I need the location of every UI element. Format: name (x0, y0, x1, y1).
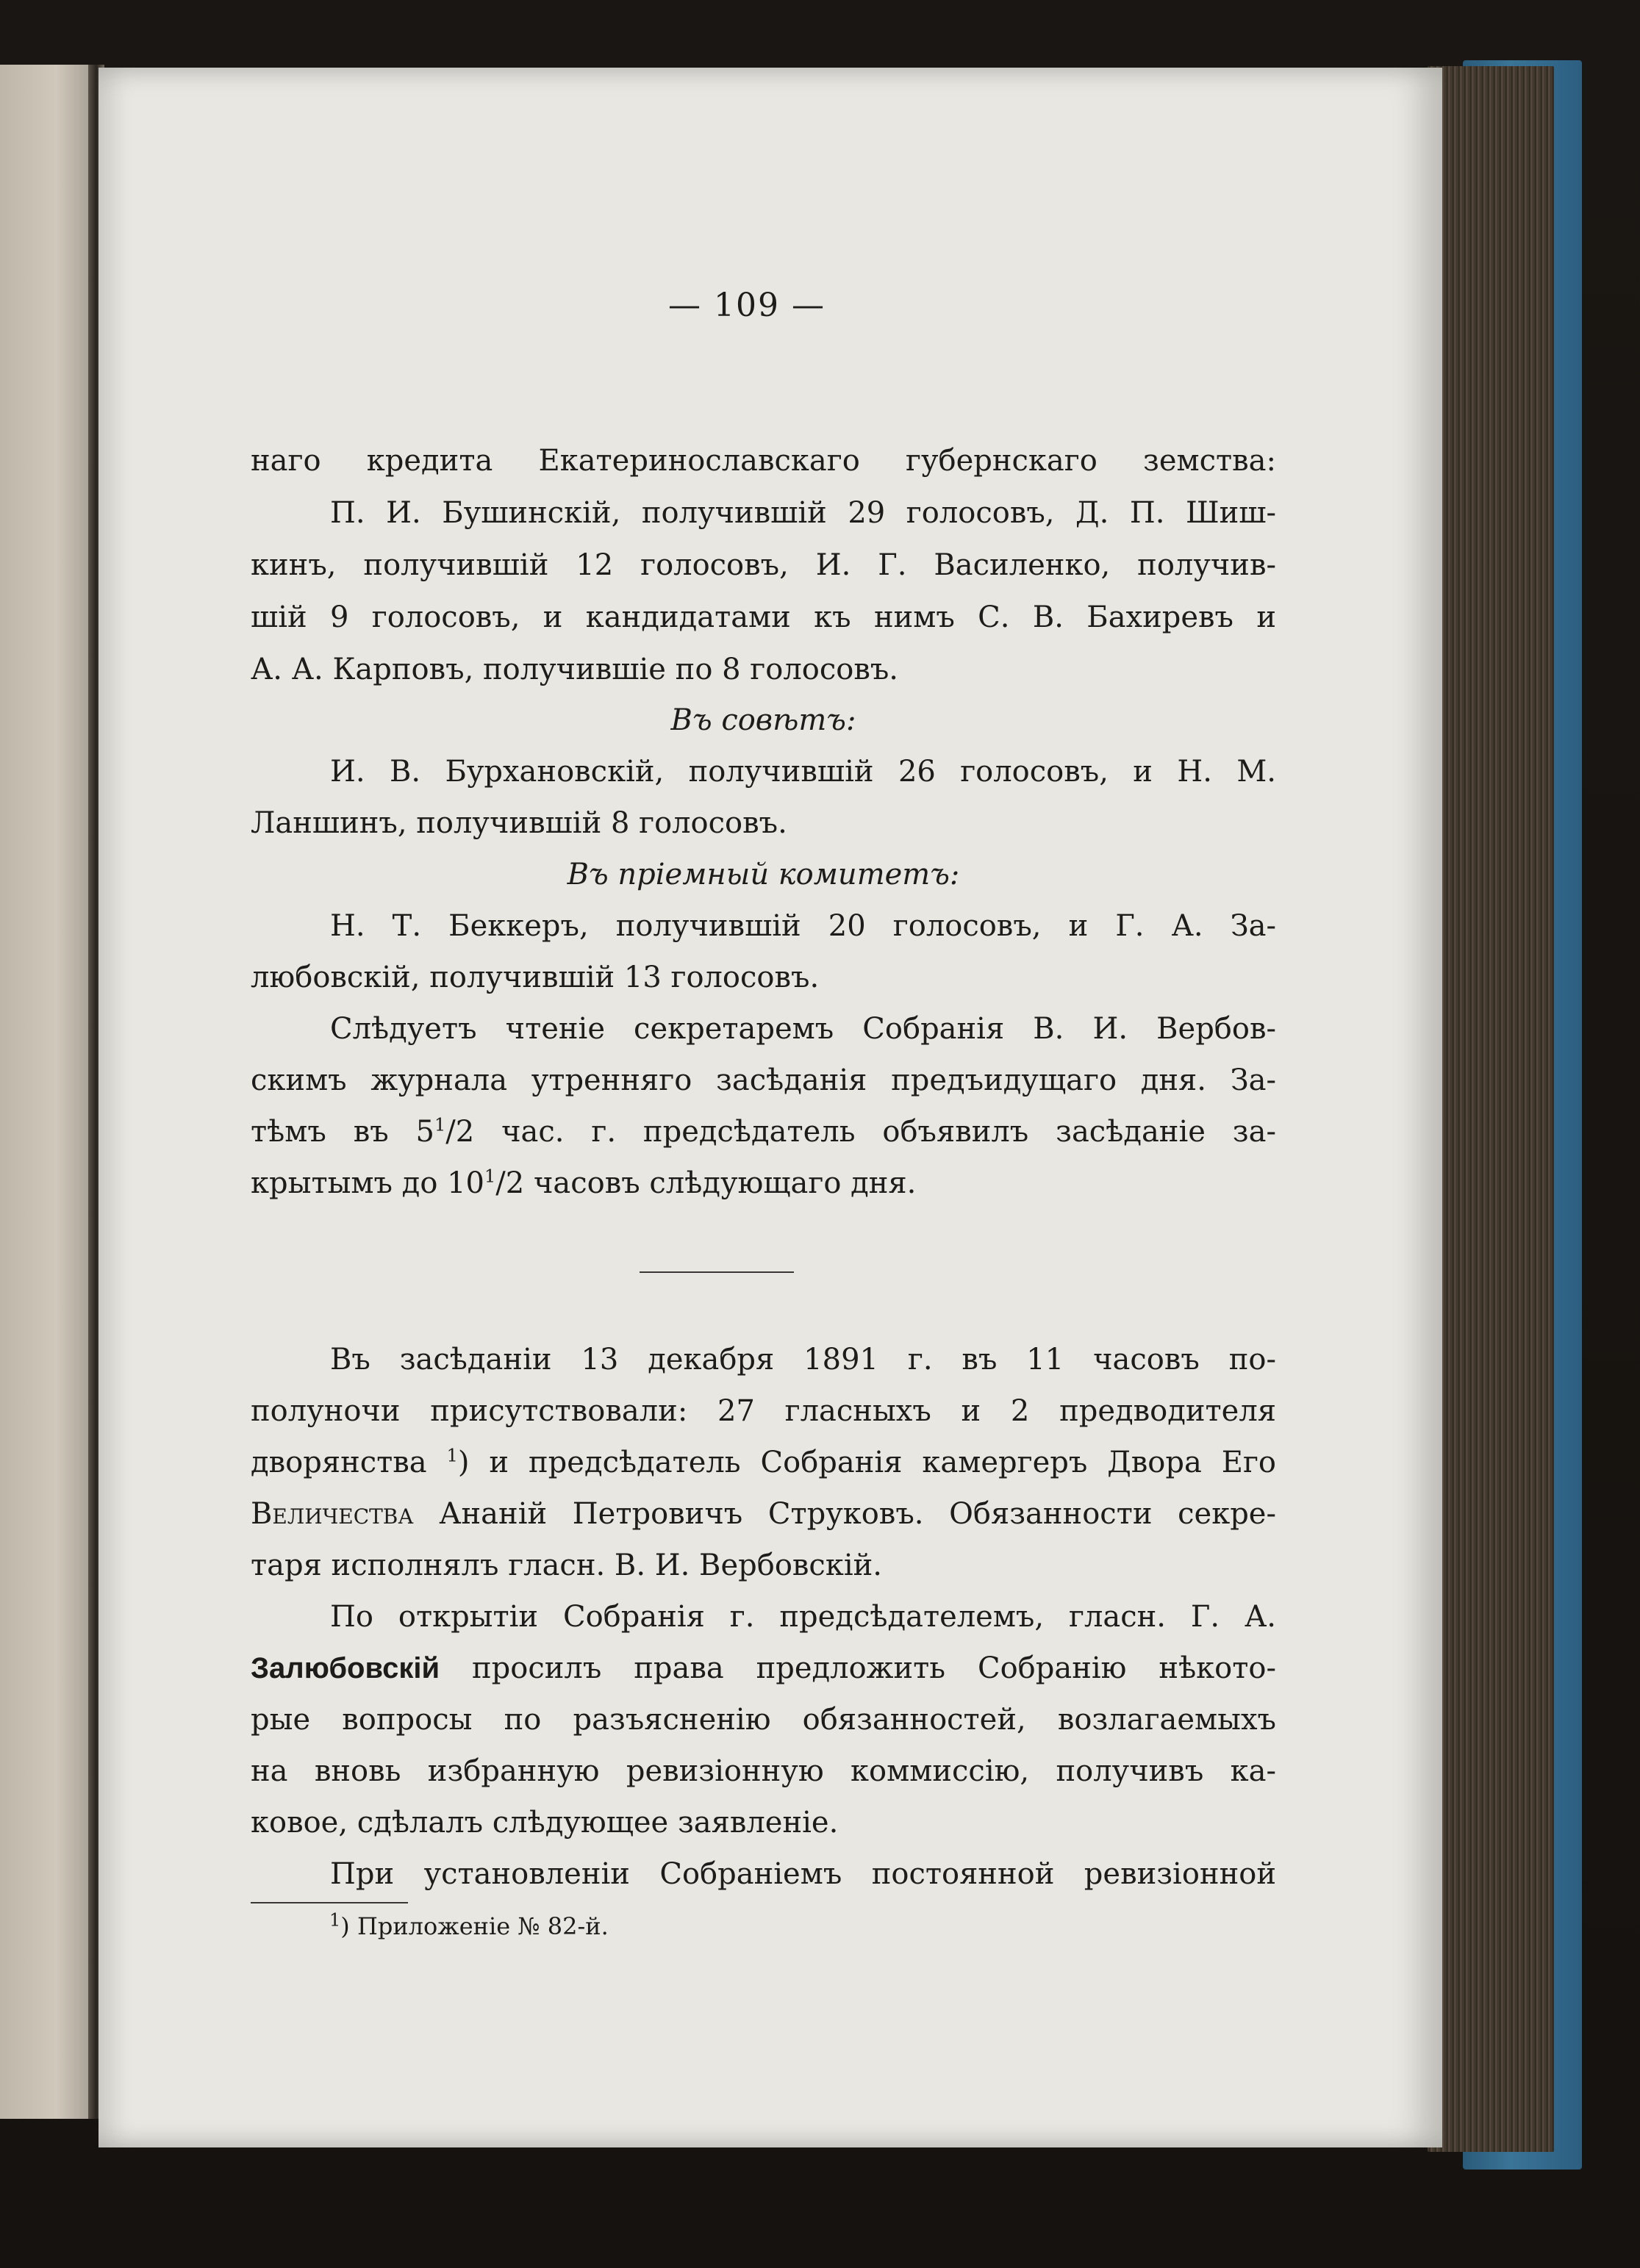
text-fragment: /2 час. г. предсѣдатель объявилъ засѣданіе за- (445, 1115, 1276, 1149)
text-fragment: тѣмъ въ 5 (251, 1115, 434, 1149)
text-line (251, 1110, 1276, 1154)
name-emphasis: Залюбовскій (251, 1652, 440, 1684)
text-line: Н. Т. Беккеръ, получившій 20 голосовъ, и Г. А. За- (330, 909, 1276, 943)
text-line (251, 1646, 1276, 1690)
footnote (329, 1908, 609, 1945)
text-line: И. В. Бурхановскій, получившій 26 голосовъ, и Н. М. (330, 755, 1276, 789)
footnote-rule (251, 1902, 408, 1903)
page-block-edges (1428, 66, 1554, 2152)
text-fragment: дворянства (251, 1446, 447, 1479)
text-line: кинъ, получившій 12 голосовъ, И. Г. Василенко, получив- (251, 548, 1276, 582)
text-line: П. И. Бушинскій, получившій 29 голосовъ, Д. П. Шиш- (330, 496, 1276, 530)
text-line: полуночи присутствовали: 27 гласныхъ и 2 предводителя (251, 1394, 1276, 1428)
text-line: При установленіи Собраніемъ постоянной ревизіонной (330, 1857, 1276, 1891)
footnote-marker: 1 (446, 1445, 458, 1466)
text-line: Въ засѣданіи 13 декабря 1891 г. въ 11 часовъ по- (330, 1343, 1276, 1377)
text-line (251, 1440, 1276, 1485)
text-fragment: Ананій Петровичъ Струковъ. Обязанности секре- (413, 1497, 1276, 1531)
fraction-numerator: 1 (484, 1166, 496, 1187)
text-line: Слѣдуетъ чтеніе секретаремъ Собранія В. И. Вербов- (330, 1012, 1276, 1046)
text-line: таря исполнялъ гласн. В. И. Вербовскій. (251, 1549, 882, 1582)
text-line: на вновь избранную ревизіонную коммиссію, получивъ ка- (251, 1754, 1276, 1788)
fraction-numerator: 1 (434, 1114, 446, 1135)
text-line (251, 1492, 1276, 1536)
text-line: рые вопросы по разъясненію обязанностей, возлагаемыхъ (251, 1703, 1276, 1737)
text-line: ковое, сдѣлалъ слѣдующее заявленіе. (251, 1806, 839, 1840)
text-line: А. А. Карповъ, получившіе по 8 голосовъ. (251, 653, 898, 686)
text-fragment: крытымъ до 10 (251, 1166, 485, 1200)
text-fragment: ) и предсѣдатель Собранія камергеръ Двора Его (457, 1446, 1276, 1479)
section-heading: Въ совѣтъ: (670, 703, 856, 737)
section-heading: Въ пріемный комитетъ: (567, 858, 960, 891)
left-facing-page (0, 65, 94, 2119)
text-fragment: /2 часовъ слѣдующаго дня. (495, 1166, 917, 1200)
footnote-marker: 1 (329, 1909, 341, 1931)
text-line: шій 9 голосовъ, и кандидатами къ нимъ С. В. Бахиревъ и (251, 600, 1276, 634)
section-divider (640, 1271, 794, 1273)
text-line: наго кредита Екатеринославскаго губернскаго земства: (251, 444, 1276, 478)
text-line: скимъ журнала утренняго засѣданія предъидущаго дня. За- (251, 1063, 1276, 1097)
text-fragment: Величества (251, 1497, 414, 1531)
page-number: — 109 — (668, 287, 826, 324)
footnote-text: ) Приложеніе № 82-й. (340, 1912, 609, 1940)
text-line: По открытіи Собранія г. предсѣдателемъ, гласн. Г. А. (330, 1600, 1276, 1634)
text-line: любовскій, получившій 13 голосовъ. (251, 961, 820, 994)
text-fragment: просилъ права предложить Собранію нѣкото- (440, 1651, 1276, 1685)
text-line (251, 1161, 1276, 1205)
text-line: Ланшинъ, получившій 8 голосовъ. (251, 806, 787, 840)
book-page (99, 68, 1442, 2147)
